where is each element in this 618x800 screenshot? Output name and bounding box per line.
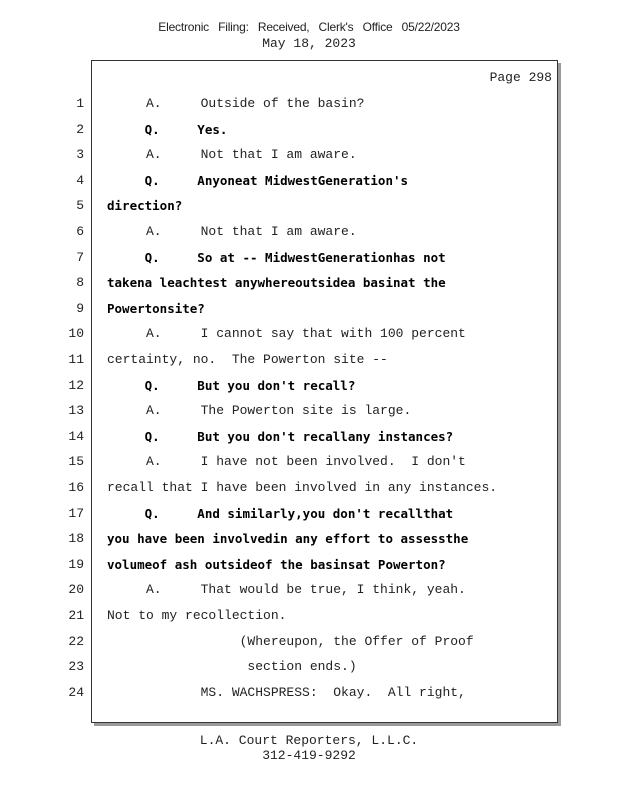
- transcript-line: A. Outside of the basin?: [107, 96, 365, 111]
- transcript-line: MS. WACHSPRESS: Okay. All right,: [107, 685, 466, 700]
- transcript-line: (Whereupon, the Offer of Proof: [107, 634, 474, 649]
- line-number: 21: [68, 608, 84, 623]
- transcript-line: A. That would be true, I think, yeah.: [107, 582, 466, 597]
- transcript-line: Powertonsite?: [107, 301, 205, 316]
- transcript-line: Not to my recollection.: [107, 608, 287, 623]
- line-number: 1: [76, 96, 84, 111]
- line-number: 15: [68, 454, 84, 469]
- transcript-line: section ends.): [107, 659, 357, 674]
- deposition-date: May 18, 2023: [262, 36, 356, 51]
- line-number: 5: [76, 198, 84, 213]
- transcript-line: Q. Yes.: [107, 122, 228, 137]
- transcript-line: Q. But you don't recall?: [107, 378, 356, 393]
- line-number: 19: [68, 557, 84, 572]
- transcript-line: A. The Powerton site is large.: [107, 403, 412, 418]
- transcript-line: recall that I have been involved in any instances.: [107, 480, 498, 495]
- line-number: 11: [68, 352, 84, 367]
- transcript-line: direction?: [107, 198, 183, 213]
- transcript-line: volumeof ash outsideof the basinsat Powerton?: [107, 557, 446, 572]
- transcript-line: Q. But you don't recallany instances?: [107, 429, 454, 444]
- transcript-line: A. Not that I am aware.: [107, 147, 357, 162]
- line-number: 6: [76, 224, 84, 239]
- line-number: 18: [68, 531, 84, 546]
- line-number: 14: [68, 429, 84, 444]
- line-number: 22: [68, 634, 84, 649]
- transcript-line: takena leachtest anywhereoutsidea basinat the: [107, 275, 446, 290]
- page-number: Page 298: [489, 70, 552, 85]
- transcript-line: Q. And similarly,you don't recallthat: [107, 506, 454, 521]
- line-number: 17: [68, 506, 84, 521]
- line-number: 24: [68, 685, 84, 700]
- line-number: 16: [68, 480, 84, 495]
- line-number: 3: [76, 147, 84, 162]
- footer-phone: 312-419-9292: [262, 748, 356, 763]
- line-number: 10: [68, 326, 84, 341]
- line-number: 9: [76, 301, 84, 316]
- line-number: 20: [68, 582, 84, 597]
- footer-company: L.A. Court Reporters, L.L.C.: [199, 733, 419, 748]
- line-number: 23: [68, 659, 84, 674]
- line-number: 2: [76, 122, 84, 137]
- transcript-line: Q. So at -- MidwestGenerationhas not: [107, 250, 446, 265]
- transcript-line: certainty, no. The Powerton site --: [107, 352, 388, 367]
- transcript-line: you have been involvedin any effort to assessthe: [107, 531, 469, 546]
- transcript-line: A. I cannot say that with 100 percent: [107, 326, 466, 341]
- line-number: 12: [68, 378, 84, 393]
- line-number: 4: [76, 173, 84, 188]
- line-number: 13: [68, 403, 84, 418]
- transcript-line: A. Not that I am aware.: [107, 224, 357, 239]
- line-number: 7: [76, 250, 84, 265]
- transcript-line: Q. Anyoneat MidwestGeneration's: [107, 173, 409, 188]
- filing-stamp: Electronic Filing: Received, Clerk's Office 05/22/2023: [158, 20, 460, 34]
- line-number: 8: [76, 275, 84, 290]
- transcript-line: A. I have not been involved. I don't: [107, 454, 466, 469]
